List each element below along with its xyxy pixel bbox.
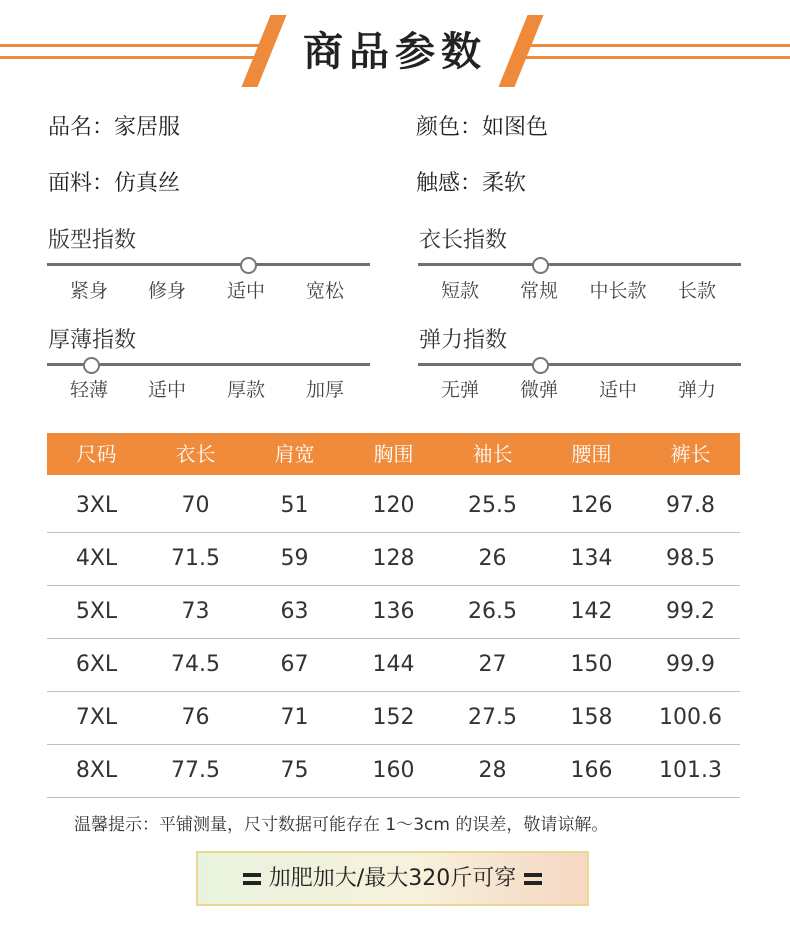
table-cell: 3XL — [75, 493, 118, 518]
table-cell: 126 — [570, 493, 613, 518]
product-touch-value: 柔软 — [482, 171, 527, 196]
elasticity-option-2: 微弹 — [519, 379, 558, 401]
table-cell: 76 — [181, 705, 210, 730]
table-row — [47, 692, 740, 745]
table-cell: 98.5 — [666, 546, 715, 571]
thickness-option-2: 适中 — [147, 379, 186, 401]
header-size: 尺码 — [76, 442, 117, 466]
table-cell: 120 — [372, 493, 415, 518]
elasticity-index-knob — [532, 357, 549, 374]
table-cell: 4XL — [75, 546, 118, 571]
fit-option-3: 适中 — [226, 280, 265, 302]
length-index-track — [418, 263, 741, 266]
table-cell: 71.5 — [171, 546, 220, 571]
fit-index-knob — [240, 257, 257, 274]
table-cell: 6XL — [75, 652, 118, 677]
fit-option-1: 紧身 — [69, 280, 108, 302]
header-line-left-top — [0, 44, 265, 47]
table-cell: 27.5 — [468, 705, 517, 730]
table-cell: 28 — [478, 758, 507, 783]
length-index-title: 衣长指数 — [419, 228, 508, 253]
table-cell: 99.9 — [666, 652, 715, 677]
table-cell: 144 — [372, 652, 415, 677]
fit-index-title: 版型指数 — [48, 228, 137, 253]
elasticity-option-4: 弹力 — [677, 379, 716, 401]
table-cell: 75 — [280, 758, 309, 783]
product-color-value: 如图色 — [482, 115, 549, 140]
thickness-option-3: 厚款 — [226, 379, 265, 401]
table-cell: 152 — [372, 705, 415, 730]
equals-icon — [243, 872, 261, 886]
length-option-2: 常规 — [519, 280, 558, 302]
table-cell: 25.5 — [468, 493, 517, 518]
header-line-right-bottom — [522, 56, 790, 59]
table-cell: 77.5 — [171, 758, 220, 783]
length-option-1: 短款 — [440, 280, 479, 302]
table-cell: 73 — [181, 599, 210, 624]
table-cell: 26 — [478, 546, 507, 571]
table-row — [47, 533, 740, 586]
elasticity-option-3: 适中 — [598, 379, 637, 401]
header-pants-length: 裤长 — [670, 442, 711, 466]
product-name-label: 品名： — [48, 115, 115, 140]
product-fabric — [48, 169, 180, 199]
table-cell: 67 — [280, 652, 309, 677]
table-cell: 70 — [181, 493, 210, 518]
table-cell: 158 — [570, 705, 613, 730]
fit-option-2: 修身 — [147, 280, 186, 302]
header-length: 衣长 — [175, 442, 216, 466]
table-cell: 128 — [372, 546, 415, 571]
table-row — [47, 745, 740, 798]
table-cell: 63 — [280, 599, 309, 624]
product-fabric-value: 仿真丝 — [114, 171, 181, 196]
header-chest: 胸围 — [373, 442, 414, 466]
table-cell: 166 — [570, 758, 613, 783]
table-row — [47, 639, 740, 692]
fit-option-4: 宽松 — [305, 280, 344, 302]
table-cell: 150 — [570, 652, 613, 677]
product-name — [48, 113, 180, 143]
length-index-knob — [532, 257, 549, 274]
header-line-left-bottom — [0, 56, 255, 59]
product-touch — [416, 169, 526, 199]
product-color — [416, 113, 548, 143]
size-table-header — [47, 433, 740, 475]
table-cell: 51 — [280, 493, 309, 518]
table-cell: 5XL — [75, 599, 118, 624]
measurement-note: 温馨提示：平铺测量，尺寸数据可能存在 1～3cm 的误差，敬请谅解。 — [74, 815, 609, 835]
product-name-value: 家居服 — [114, 115, 181, 140]
length-option-3: 中长款 — [589, 280, 647, 302]
thickness-option-4: 加厚 — [305, 379, 344, 401]
table-cell: 7XL — [75, 705, 118, 730]
promo-banner — [196, 851, 589, 906]
table-row — [47, 586, 740, 639]
table-cell: 134 — [570, 546, 613, 571]
thickness-option-1: 轻薄 — [69, 379, 108, 401]
thickness-index-title: 厚薄指数 — [48, 328, 137, 353]
equals-icon — [524, 872, 542, 886]
table-cell: 27 — [478, 652, 507, 677]
table-cell: 142 — [570, 599, 613, 624]
elasticity-index-title: 弹力指数 — [419, 328, 508, 353]
header-sleeve: 袖长 — [472, 442, 513, 466]
table-cell: 71 — [280, 705, 309, 730]
header-shoulder: 肩宽 — [274, 442, 315, 466]
product-color-label: 颜色： — [416, 115, 483, 140]
page-title: 商品参数 — [303, 29, 487, 75]
table-row — [47, 480, 740, 533]
table-cell: 136 — [372, 599, 415, 624]
table-cell: 97.8 — [666, 493, 715, 518]
elasticity-option-1: 无弹 — [440, 379, 479, 401]
table-cell: 74.5 — [171, 652, 220, 677]
table-cell: 99.2 — [666, 599, 715, 624]
product-fabric-label: 面料： — [48, 171, 115, 196]
header-waist: 腰围 — [571, 442, 612, 466]
table-cell: 160 — [372, 758, 415, 783]
fit-index-track — [47, 263, 370, 266]
thickness-index-knob — [83, 357, 100, 374]
length-option-4: 长款 — [677, 280, 716, 302]
promo-text: 加肥加大/最大320斤可穿 — [268, 865, 517, 891]
table-cell: 100.6 — [659, 705, 722, 730]
table-cell: 101.3 — [659, 758, 722, 783]
elasticity-index-track — [418, 363, 741, 366]
table-cell: 59 — [280, 546, 309, 571]
table-cell: 8XL — [75, 758, 118, 783]
table-cell: 26.5 — [468, 599, 517, 624]
header-line-right-top — [530, 44, 790, 47]
product-touch-label: 触感： — [416, 171, 483, 196]
